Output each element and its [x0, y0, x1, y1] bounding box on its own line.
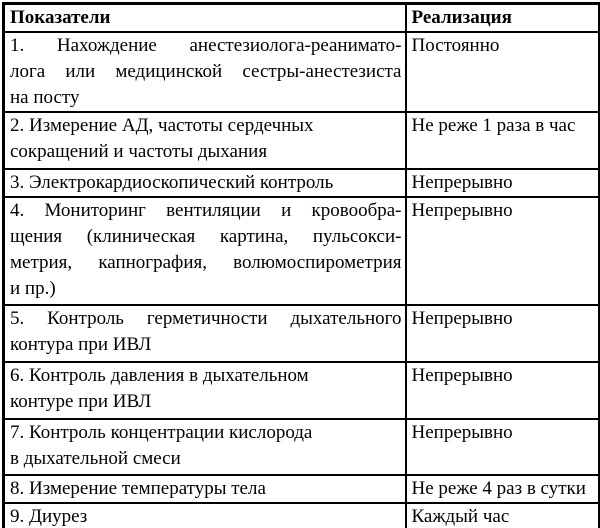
- text-line: щения (клиническая картина, пульсокси-: [10, 226, 402, 247]
- text-line: контуре при ИВЛ: [10, 391, 152, 412]
- table-row: [4, 305, 600, 362]
- realization-cell: Постоянно: [406, 32, 600, 112]
- realization-cell: Не реже 4 раз в сутки: [406, 475, 600, 503]
- table-row: [4, 112, 600, 169]
- indicator-cell: [4, 112, 406, 169]
- text-line: на посту: [10, 87, 80, 108]
- indicator-cell: [4, 305, 406, 362]
- text-line: и пр.): [10, 278, 56, 299]
- text-line: метрия, капнография, волюмоспирометрия: [10, 252, 402, 273]
- text-line: сокращений и частоты дыхания: [10, 141, 268, 162]
- table-row: [4, 419, 600, 475]
- indicator-cell: [4, 32, 406, 112]
- text-line: 1. Нахождение анестезиолога-реанимато-: [10, 35, 402, 56]
- text-line: 7. Контроль концентрации кислорода: [10, 422, 313, 443]
- text-line: 2. Измерение АД, частоты сердечных: [10, 115, 314, 136]
- table-row: [4, 169, 600, 197]
- indicator-cell: [4, 419, 406, 475]
- realization-cell: Каждый час: [406, 503, 600, 528]
- column-header-realization: Реализация: [406, 4, 600, 33]
- text-line: 9. Диурез: [10, 506, 88, 527]
- realization-cell: Непрерывно: [406, 169, 600, 197]
- table-row: [4, 475, 600, 503]
- realization-cell: Не реже 1 раза в час: [406, 112, 600, 169]
- realization-cell: Непрерывно: [406, 197, 600, 305]
- table-row: [4, 32, 600, 112]
- indicator-cell: [4, 169, 406, 197]
- indicator-cell: [4, 197, 406, 305]
- table-row: [4, 362, 600, 419]
- text-line: 3. Электрокардиоскопический контроль: [10, 172, 334, 193]
- text-line: контура при ИВЛ: [10, 334, 152, 355]
- text-line: 4. Мониторинг вентиляции и кровообра-: [10, 200, 402, 221]
- column-header-indicator: Показатели: [4, 4, 406, 33]
- text-line: 5. Контроль герметичности дыхательного: [10, 308, 402, 329]
- table-row: [4, 503, 600, 528]
- realization-cell: Непрерывно: [406, 419, 600, 475]
- text-line: 6. Контроль давления в дыхательном: [10, 365, 309, 386]
- text-line: в дыхательной смеси: [10, 448, 181, 469]
- realization-cell: Непрерывно: [406, 305, 600, 362]
- indicator-cell: [4, 475, 406, 503]
- text-line: 8. Измерение температуры тела: [10, 478, 266, 499]
- realization-cell: Непрерывно: [406, 362, 600, 419]
- indicator-cell: [4, 362, 406, 419]
- text-line: лога или медицинской сестры-анестезиста: [10, 61, 402, 82]
- table-header-row: [4, 4, 600, 33]
- indicator-cell: [4, 503, 406, 528]
- monitoring-table: [2, 2, 600, 528]
- table-row: [4, 197, 600, 305]
